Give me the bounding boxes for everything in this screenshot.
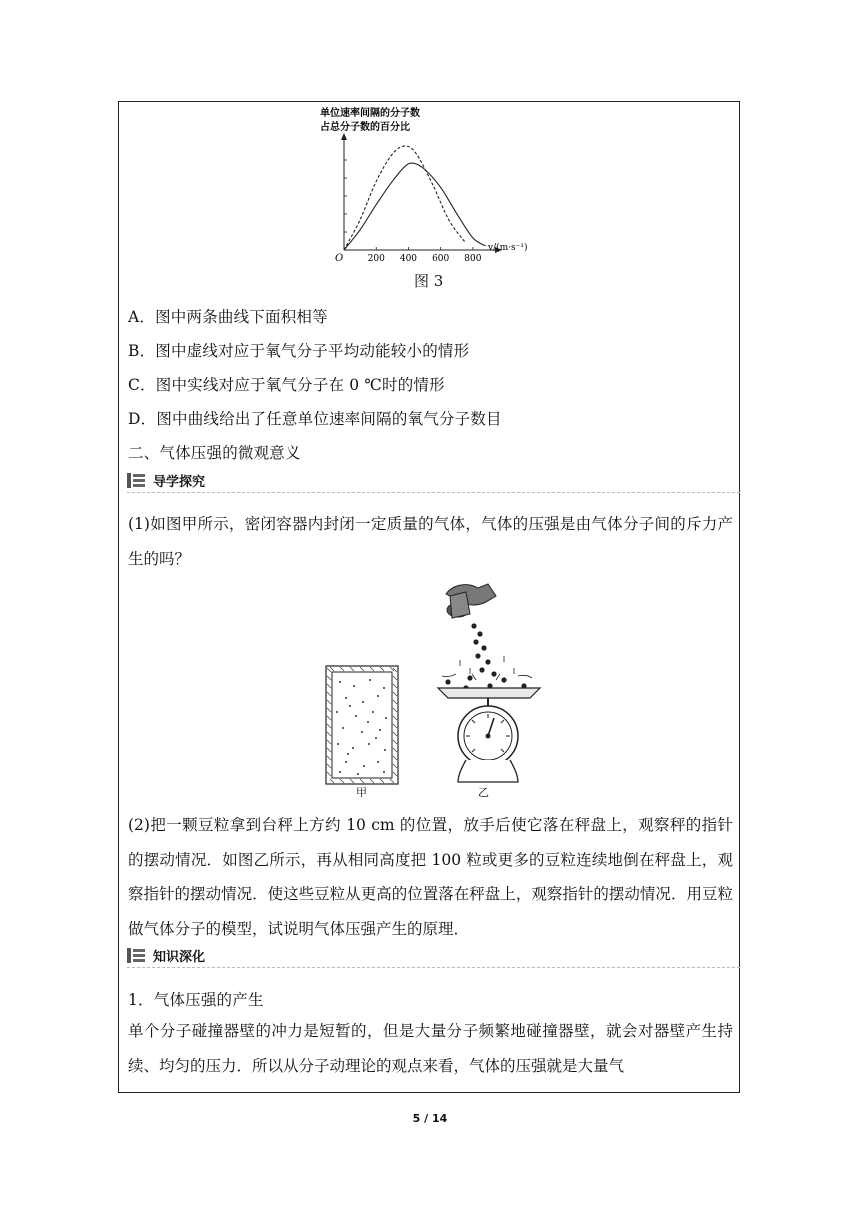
point-body: 单个分子碰撞器壁的冲力是短暂的，但是大量分子频繁地碰撞器壁，就会对器壁产生持续、均匀的压力．所以从分子动理论的观点来看，气体的压强就是大量气 [128,1022,733,1075]
section-heading: 二、气体压强的微观意义 [128,444,301,462]
question-2: (2)把一颗豆粒拿到台秤上方约 10 cm 的位置，放手后使它落在秤盘上，观察秤的指针的摆动情况．如图乙所示，再从相同高度把 100 粒或更多的豆粒连续地倒在秤盘上，观察指针的摆动情况．使这些豆粒从更高的位置落在秤盘上，观察指针的摆动情况．用豆粒做气体分子的模型，试说明气体压强产生的原理． [128,816,733,938]
tag-guided-inquiry [127,470,205,490]
speed-distribution-chart [318,104,548,264]
container-diagram [326,666,398,784]
section-marker-icon [127,473,145,488]
point-title: 1．气体压强的产生 [128,991,264,1009]
section-marker-icon [127,948,145,963]
tag-knowledge-deepening [127,945,205,965]
page-number: 5 / 14 [412,1112,448,1125]
chart-x-tick-label: 600 [432,254,450,264]
chart-x-tick-label: 800 [464,254,482,264]
chart-ylabel-line2: 占总分子数的百分比 [320,122,410,133]
figure-label-right: 乙 [478,786,489,798]
option-d: D．图中曲线给出了任意单位速率间隔的氧气分子数目 [128,410,502,428]
scale-diagram [438,584,540,782]
chart-series-solid [344,163,486,250]
chart-ylabel-line1: 单位速率间隔的分子数 [320,108,420,119]
figure-label-left: 甲 [356,786,367,798]
option-a: A．图中两条曲线下面积相等 [128,308,328,326]
chart-xlabel: v/(m·s⁻¹) [488,243,528,253]
chart-origin-label: O [335,253,344,264]
tag-divider [127,492,740,493]
tag-knowledge-deepening-label: 知识深化 [153,949,206,965]
experiment-figure [318,576,558,798]
option-b: B．图中虚线对应于氧气分子平均动能较小的情形 [128,342,470,360]
tag-guided-inquiry-label: 导学探究 [153,474,206,490]
chart-caption: 图 3 [414,272,444,290]
tag-divider [127,967,740,968]
chart-x-tick-label: 400 [399,254,418,264]
chart-x-tick-label: 200 [367,254,385,264]
chart-y-arrow [341,133,347,140]
chart-series-dashed [344,146,465,250]
question-1: (1)如图甲所示，密闭容器内封闭一定质量的气体，气体的压强是由气体分子间的斥力产生的吗？ [128,515,733,568]
chart-series [344,146,486,250]
option-c: C．图中实线对应于氧气分子在 0 ℃时的情形 [128,376,445,394]
